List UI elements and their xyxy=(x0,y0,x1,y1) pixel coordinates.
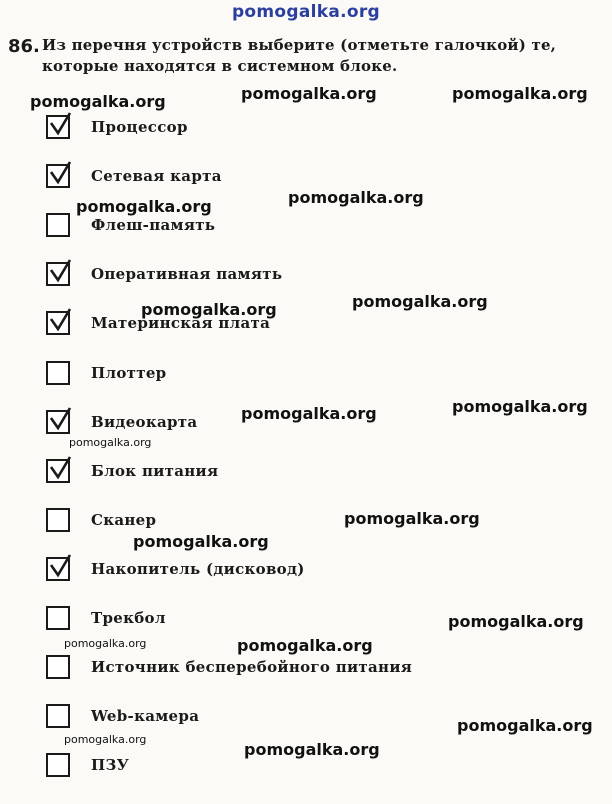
checklist-item-label: Оперативная память xyxy=(91,265,283,283)
watermark: pomogalka.org xyxy=(64,637,147,650)
checklist-item-label: Трекбол xyxy=(91,609,166,627)
site-watermark-header: pomogalka.org xyxy=(231,2,381,22)
checkmark-icon xyxy=(49,163,73,187)
checklist-item-label: Материнская плата xyxy=(91,314,271,332)
checkbox[interactable] xyxy=(46,508,70,532)
checkmark-icon xyxy=(49,261,73,285)
watermark: pomogalka.org xyxy=(241,404,377,423)
watermark: pomogalka.org xyxy=(344,509,480,528)
checkmark-icon xyxy=(49,458,73,482)
checklist-item-label: Web-камера xyxy=(91,707,200,725)
checkbox[interactable] xyxy=(46,704,70,728)
checkmark-icon xyxy=(49,409,73,433)
checkbox[interactable] xyxy=(46,311,70,335)
checklist-item-label: Накопитель (дисковод) xyxy=(91,560,305,578)
watermark: pomogalka.org xyxy=(237,636,373,655)
checkbox[interactable] xyxy=(46,753,70,777)
watermark: pomogalka.org xyxy=(76,197,212,216)
task-text: Из перечня устройств выберите (отметьте галочкой) те, которые находятся в системном блоке. xyxy=(42,36,557,75)
checkmark-icon xyxy=(49,114,73,138)
checkbox[interactable] xyxy=(46,410,70,434)
checklist-item-label: Источник бесперебойного питания xyxy=(91,658,413,676)
watermark: pomogalka.org xyxy=(64,733,147,746)
watermark: pomogalka.org xyxy=(352,292,488,311)
watermark: pomogalka.org xyxy=(133,532,269,551)
checklist-item-label: Блок питания xyxy=(91,462,219,480)
checkmark-icon xyxy=(49,556,73,580)
watermark: pomogalka.org xyxy=(448,612,584,631)
watermark: pomogalka.org xyxy=(457,716,593,735)
checkbox[interactable] xyxy=(46,213,70,237)
checkbox[interactable] xyxy=(46,655,70,679)
watermark: pomogalka.org xyxy=(452,397,588,416)
checklist-item-label: Сетевая карта xyxy=(91,167,222,185)
watermark: pomogalka.org xyxy=(241,84,377,103)
watermark: pomogalka.org xyxy=(69,436,152,449)
checkmark-icon xyxy=(49,310,73,334)
checklist-item-label: ПЗУ xyxy=(91,756,130,774)
checklist-item-label: Видеокарта xyxy=(91,413,198,431)
checkbox[interactable] xyxy=(46,459,70,483)
checkbox[interactable] xyxy=(46,557,70,581)
checkbox[interactable] xyxy=(46,262,70,286)
checkbox[interactable] xyxy=(46,606,70,630)
task-number: 86. xyxy=(8,36,40,57)
checklist-item-label: Сканер xyxy=(91,511,157,529)
checklist-item-label: Плоттер xyxy=(91,364,167,382)
checklist-item-label: Флеш-память xyxy=(91,216,216,234)
watermark: pomogalka.org xyxy=(244,740,380,759)
checklist-item-label: Процессор xyxy=(91,118,188,136)
checkbox[interactable] xyxy=(46,361,70,385)
watermark: pomogalka.org xyxy=(452,84,588,103)
watermark: pomogalka.org xyxy=(141,300,277,319)
checkbox[interactable] xyxy=(46,164,70,188)
watermark: pomogalka.org xyxy=(30,92,166,111)
watermark: pomogalka.org xyxy=(288,188,424,207)
checkbox[interactable] xyxy=(46,115,70,139)
